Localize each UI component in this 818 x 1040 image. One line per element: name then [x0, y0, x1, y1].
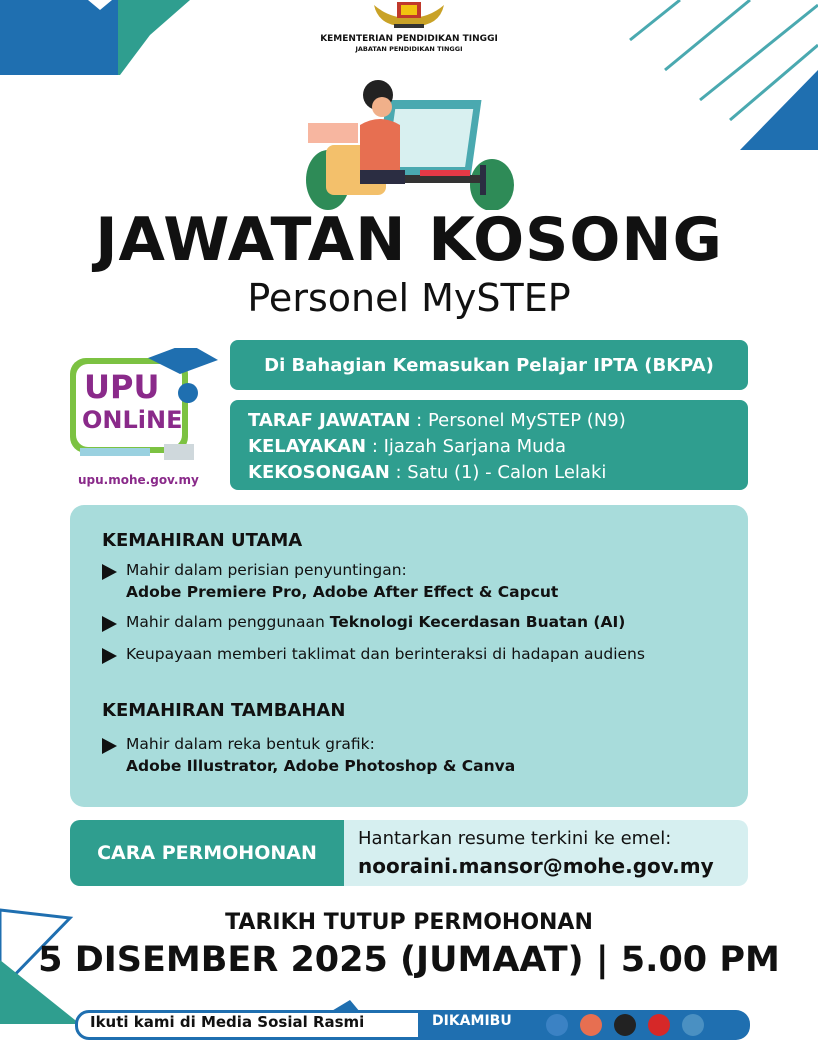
skill-text-part: Mahir dalam penggunaan [126, 613, 330, 631]
detail-row [248, 460, 748, 486]
department-box: Di Bahagian Kemasukan Pelajar IPTA (BKPA) [230, 340, 748, 390]
facebook-icon[interactable] [546, 1014, 568, 1036]
upu-url-link[interactable]: upu.mohe.gov.my [78, 473, 199, 487]
footer-text: Ikuti kami di Media Sosial Rasmi [90, 1013, 365, 1031]
skill-text-bold: Teknologi Kecerdasan Buatan (AI) [329, 613, 626, 631]
detail-label: TARAF JAWATAN [248, 410, 411, 431]
footer-social-bar [418, 1010, 750, 1040]
upu-online-logo [68, 348, 218, 487]
instagram-icon[interactable] [580, 1014, 602, 1036]
bullet-arrow-icon [102, 564, 117, 580]
worker-illustration [300, 75, 520, 210]
detail-label: KEKOSONGAN [248, 462, 390, 483]
page-subtitle: Personel MySTEP [247, 276, 571, 320]
skill-subtext: Adobe Illustrator, Adobe Photoshop & Canva [126, 757, 516, 775]
detail-value: : Satu (1) - Calon Lelaki [389, 462, 607, 483]
detail-label: KELAYAKAN [248, 436, 367, 457]
footer-right-text: DIKAMIBU [432, 1013, 512, 1029]
main-skills-heading: KEMAHIRAN UTAMA [102, 530, 303, 551]
tiktok-icon[interactable] [614, 1014, 636, 1036]
bullet-arrow-icon [102, 738, 117, 754]
coat-of-arms-logo [369, 0, 449, 32]
skill-text: Mahir dalam reka bentuk grafik: [126, 735, 375, 753]
top-right-stripes-decoration [620, 0, 818, 150]
application-email-link[interactable]: nooraini.mansor@mohe.gov.my [358, 854, 714, 878]
skill-subtext: Adobe Premiere Pro, Adobe After Effect & Capcut [126, 583, 559, 601]
bullet-arrow-icon [102, 648, 117, 664]
online-text: ONLiNE [82, 406, 183, 434]
application-instruction: Hantarkan resume terkini ke emel: [358, 828, 672, 849]
job-details-box [230, 400, 748, 490]
extra-skills-heading: KEMAHIRAN TAMBAHAN [102, 700, 346, 721]
page-title: JAWATAN KOSONG [95, 205, 723, 275]
skill-text: Keupayaan memberi taklimat dan berinteraksi di hadapan audiens [126, 645, 645, 663]
ministry-name: KEMENTERIAN PENDIDIKAN TINGGI [320, 34, 498, 44]
bullet-arrow-icon [102, 616, 117, 632]
detail-value: : Personel MySTEP (N9) [410, 410, 626, 431]
upu-text: UPU [84, 368, 160, 406]
youtube-icon[interactable] [648, 1014, 670, 1036]
application-box [70, 820, 748, 886]
closing-heading: TARIKH TUTUP PERMOHONAN [225, 910, 593, 935]
detail-row [248, 434, 748, 460]
closing-date: 5 DISEMBER 2025 (JUMAAT) | 5.00 PM [38, 940, 780, 980]
x-icon[interactable] [682, 1014, 704, 1036]
detail-value: : Ijazah Sarjana Muda [366, 436, 567, 457]
detail-row [248, 408, 748, 434]
social-media-footer [75, 1010, 747, 1040]
application-label: CARA PERMOHONAN [70, 820, 344, 886]
skills-panel [70, 505, 748, 807]
skill-text [126, 613, 625, 631]
skill-text: Mahir dalam perisian penyuntingan: [126, 561, 407, 579]
department-name: JABATAN PENDIDIKAN TINGGI [355, 45, 463, 53]
